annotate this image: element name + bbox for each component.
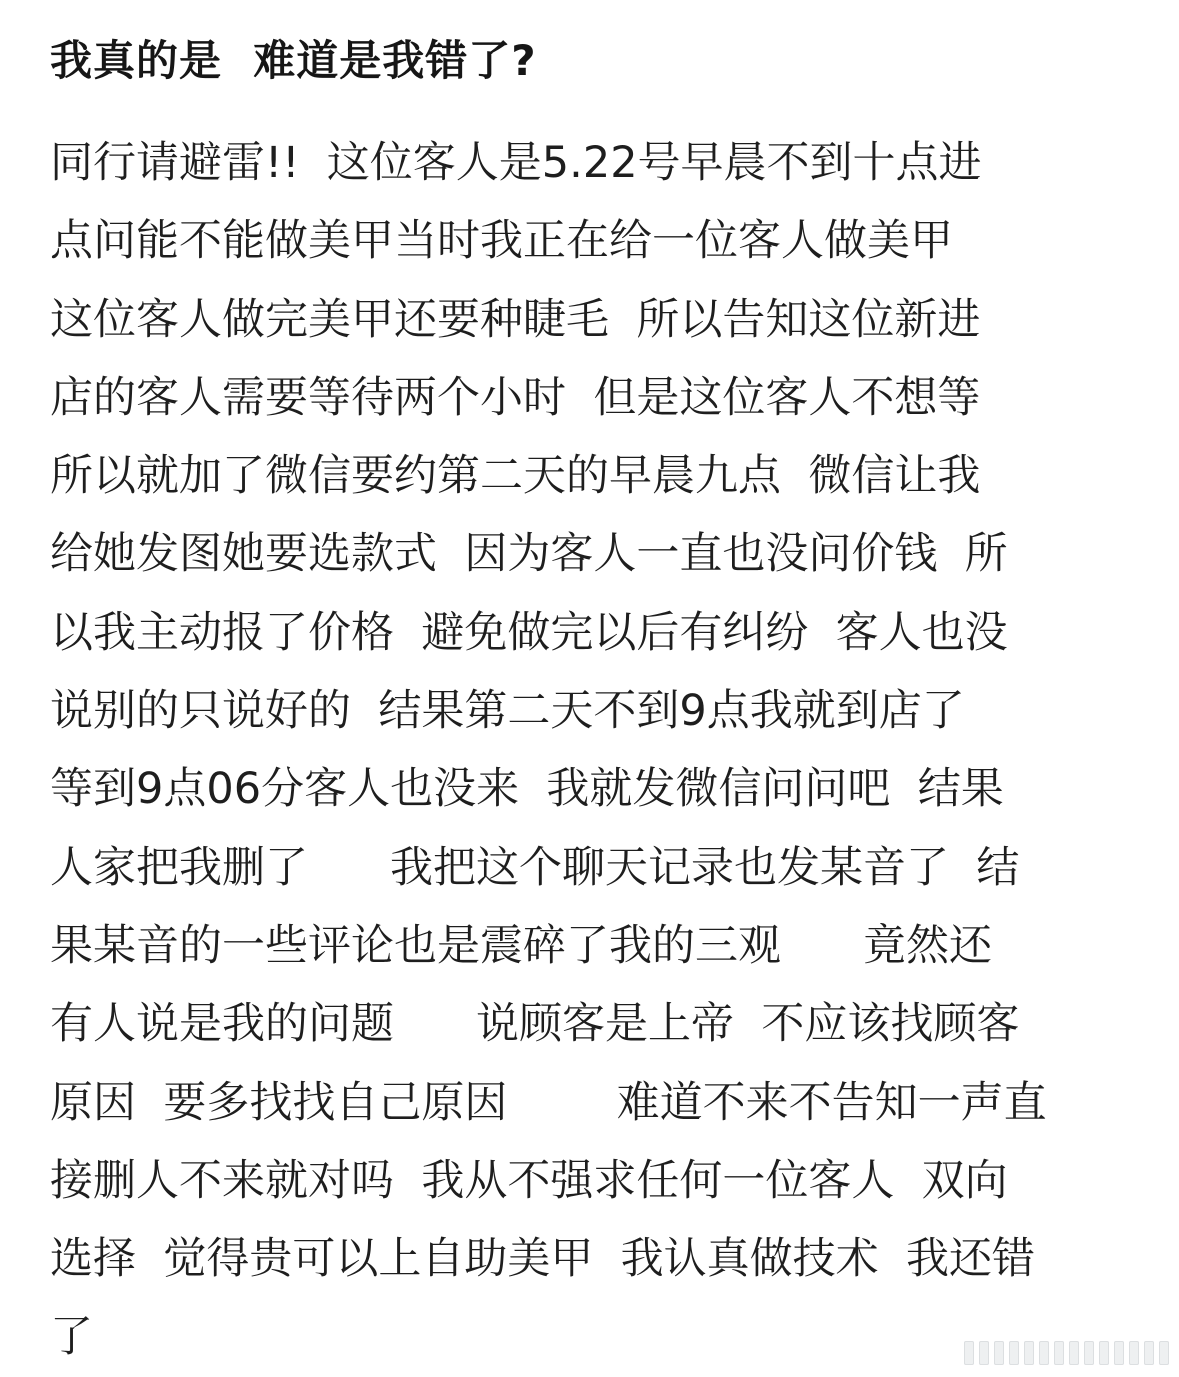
watermark-mark [1069, 1341, 1079, 1365]
watermark-mark [1144, 1341, 1154, 1365]
body-line: 人家把我删了 我把这个聊天记录也发某音了 结 [50, 842, 1020, 893]
watermark-mark [1129, 1341, 1139, 1365]
watermark-mark [1024, 1341, 1034, 1365]
watermark-mark [1009, 1341, 1019, 1365]
body-line: 给她发图她要选款式 因为客人一直也没问价钱 所 [50, 529, 1008, 580]
body-line: 同行请避雷!! 这位客人是5.22号早晨不到十点进 [50, 138, 982, 188]
body-line: 了 [50, 1312, 93, 1363]
watermark-mark [994, 1341, 1004, 1365]
body-line: 店的客人需要等待两个小时 但是这位客人不想等 [50, 372, 981, 423]
watermark-mark [1054, 1341, 1064, 1365]
body-line: 这位客人做完美甲还要种睫毛 所以告知这位新进 [50, 294, 981, 345]
body-line: 点问能不能做美甲当时我正在给一位客人做美甲 [50, 216, 953, 267]
watermark-mark [1084, 1341, 1094, 1365]
body-line: 有人说是我的问题 说顾客是上帝 不应该找顾客 [50, 999, 1020, 1050]
watermark-mark [964, 1341, 974, 1365]
body-line: 所以就加了微信要约第二天的早晨九点 微信让我 [50, 451, 981, 502]
watermark-mark [979, 1341, 989, 1365]
body-line: 接删人不来就对吗 我从不强求任何一位客人 双向 [50, 1155, 1008, 1206]
watermark-mark [1099, 1341, 1109, 1365]
post [50, 0, 1135, 1377]
body-line: 说别的只说好的 结果第二天不到9点我就到店了 [50, 686, 965, 737]
watermark-mark [1114, 1341, 1124, 1365]
body-line: 原因 要多找找自己原因 难道不来不告知一声直 [50, 1077, 1047, 1128]
body-line: 选择 觉得贵可以上自助美甲 我认真做技术 我还错 [50, 1234, 1036, 1285]
post-title: 我真的是 难道是我错了? [50, 36, 537, 85]
watermark [964, 1341, 1169, 1365]
watermark-mark [1159, 1341, 1169, 1365]
body-line: 以我主动报了价格 避免做完以后有纠纷 客人也没 [50, 607, 1008, 658]
body-line: 等到9点06分客人也没来 我就发微信问问吧 结果 [50, 764, 1004, 815]
post-body [50, 124, 1135, 1377]
body-line: 果某音的一些评论也是震碎了我的三观 竟然还 [50, 920, 993, 971]
watermark-mark [1039, 1341, 1049, 1365]
